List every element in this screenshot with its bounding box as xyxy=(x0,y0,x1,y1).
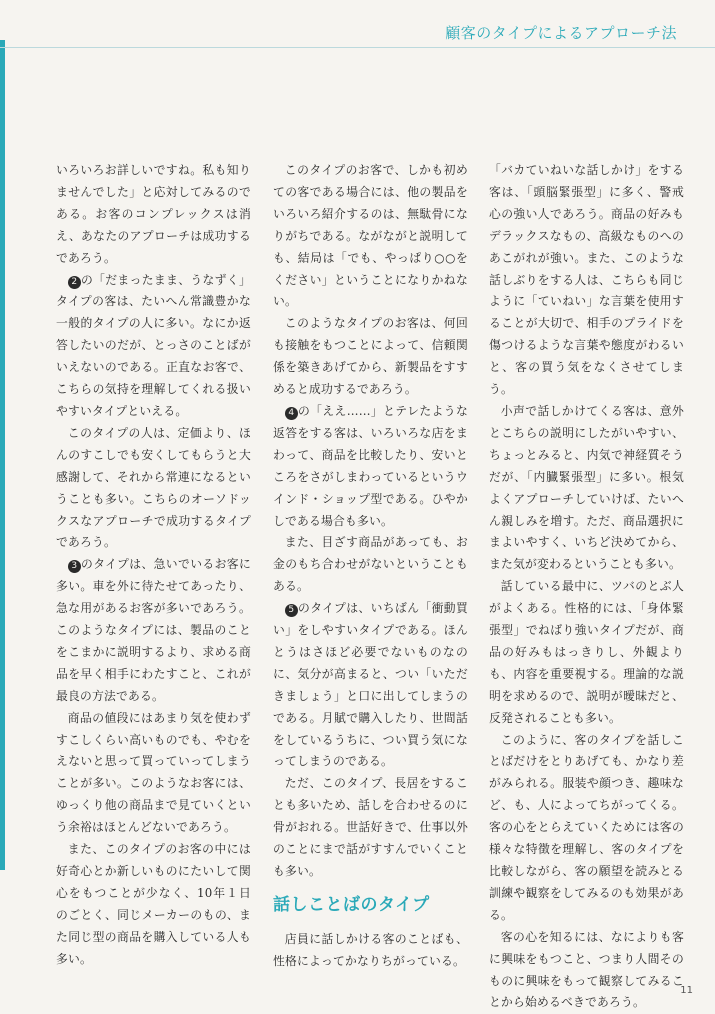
page-number: 11 xyxy=(680,985,693,996)
paragraph xyxy=(56,554,251,707)
paragraph: このタイプの人は、定価より、ほんのすこしでも安くしてもらうと大感謝して、それから常連になるということも多い。こちらのオーソドックスなアプローチで成功するタイプであろう。 xyxy=(56,425,251,550)
running-header: 顧客のタイプによるアプローチ法 xyxy=(445,24,677,42)
paragraph: ただ、このタイプ、長居をすることも多いため、話しを合わせるのに骨がおれる。世話好きで、仕事以外のことにまで話がすすんでいくことも多い。 xyxy=(273,776,468,878)
header-divider xyxy=(0,47,715,48)
paragraph: このように、客のタイプを話しことばだけをとりあげても、かなり差がみられる。服装や顔つき、趣味など、も、人によってちがってくる。客の心をとらえていくためには客の様々な特徴を理解し、客のタイプを比較しながら、客の願望を読みとる訓練や観察をしてみるのも効果がある。 xyxy=(489,732,684,922)
paragraph: 「バカていねいな話しかけ」をする客は、「頭脳緊張型」に多く、警戒心の強い人であろう。商品の好みもデラックスなもの、高級なものへのあこがれが強い。また、このような話しぶりをする人は、こちらも同じように「ていねい」な言葉を使用することが大切で、相手のプライドを傷つけるような言葉や態度がわるいと、客の買う気をなくさせてしまう。 xyxy=(489,163,684,397)
paragraph: このようなタイプのお客は、何回も接触をもつことによって、信頼関係を築きあげてから、新製品をすすめると成功するであろう。 xyxy=(273,316,468,397)
paragraph: 客の心を知るには、なによりも客に興味をもつこと、つまり人間そのものに興味をもって観察してみることから始めるべきであろう。 xyxy=(489,929,684,1010)
paragraph: いろいろお詳しいですね。私も知りませんでした」と応対してみるのである。お客のコンプレックスは消え、あなたのアプローチは成功するであろう。 xyxy=(56,163,251,265)
paragraph: 店員に話しかける客のことばも、性格によってかなりちがっている。 xyxy=(273,931,468,968)
paragraph: また、目ざす商品があっても、お金のもち合わせがないということもある。 xyxy=(273,535,468,594)
paragraph: また、このタイプのお客の中には好奇心とか新しいものにたいして関心をもつことが少なく、10年１日のごとく、同じメーカーのもの、また同じ型の商品を購入している人も多い。 xyxy=(56,842,251,966)
circled-number-marker: 5 xyxy=(285,604,298,617)
paragraph-text: の「ええ……」とテレたような返答をする客は、いろいろな店をまわって、商品を比較したり、安いところをさがしまわっているというウインド・ショップ型である。ひやかしである場合も多い。 xyxy=(273,403,468,528)
paragraph: 小声で話しかけてくる客は、意外とこちらの説明にしたがいやすい、ちょっとみると、内気で神経質そうだが、「内臓緊張型」に多い。根気よくアプローチしていけば、たいへん親しみを増す。ただ、商品選択にまよいやすく、いちど決めてから、また気が変わるということも多い。 xyxy=(489,403,684,572)
paragraph-text: の「だまったまま、うなずく」タイプの客は、たいへん常識豊かな一般的タイプの人に多い。なにか返答したいのだが、とっさのことばがいえないのである。正直なお客で、こちらの気持を理解してくれる扱いやすいタイプといえる。 xyxy=(56,272,251,418)
section-heading: 話しことばのタイプ xyxy=(273,894,430,915)
circled-number-marker: 3 xyxy=(68,560,81,573)
paragraph: 話している最中に、ツバのとぶ人がよくある。性格的には、「身体緊張型」でねばり強いタイプだが、商品の好みもはっきりし、外観よりも、内容を重要視する。理論的な説明を求めるので、説明が曖昧だと、反発されることも多い。 xyxy=(489,579,684,725)
paragraph-text: のタイプは、急いでいるお客に多い。車を外に待たせてあったり、急な用があるお客が多いであろう。このようなタイプには、製品のことをこまかに説明するより、求める商品を早く相手にわたすこと、これが最良の方法である。 xyxy=(56,557,251,703)
paragraph xyxy=(56,270,251,423)
paragraph xyxy=(273,598,468,773)
circled-number-marker: 4 xyxy=(285,407,298,420)
text-column-1 xyxy=(56,160,251,971)
accent-strip xyxy=(0,40,5,870)
paragraph: このタイプのお客で、しかも初めての客である場合には、他の製品をいろいろ紹介するのは、無駄骨になりがちである。ながながと説明しても、結局は「でも、やっぱり○○をください」ということになりかねない。 xyxy=(273,163,468,309)
text-column-3 xyxy=(489,160,684,1014)
paragraph-text: のタイプは、いちばん「衝動買い」をしやすいタイプである。ほんとうはさほど必要でないものなのに、気分が高まると、つい「いただきましょう」と口に出してしまうのである。月賦で購入したり、世間話をしているうちに、つい買う気になってしまうのである。 xyxy=(273,601,468,769)
circled-number-marker: 2 xyxy=(68,276,81,289)
text-column-2 xyxy=(273,160,468,973)
paragraph xyxy=(273,401,468,532)
paragraph: 商品の値段にはあまり気を使わずすこしくらい高いものでも、やむをえないと思って買っていってしまうことが多い。このようなお客には、ゆっくり他の商品まで見ていくという余裕はほとんどないであろう。 xyxy=(56,710,251,835)
